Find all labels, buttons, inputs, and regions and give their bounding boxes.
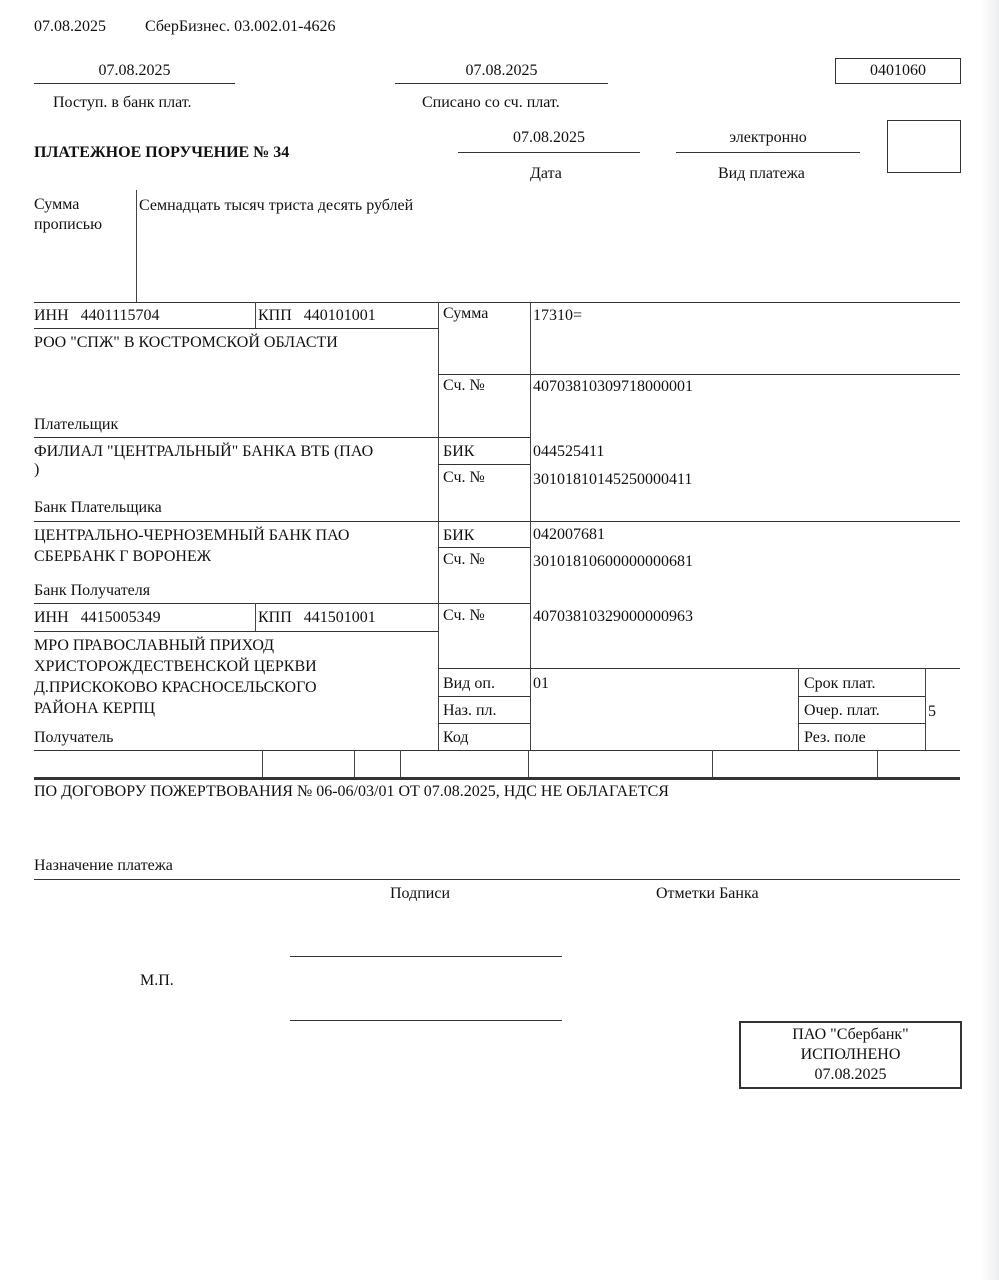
purpose-code-label: Наз. пл.	[443, 702, 497, 719]
empty-box	[887, 120, 961, 173]
purpose-text: ПО ДОГОВОРУ ПОЖЕРТВОВАНИЯ № 06-06/03/01 ОТ 07.08.2025, НДС НЕ ОБЛАГАЕТСЯ	[34, 783, 669, 800]
priority-label: Очер. плат.	[804, 702, 880, 719]
header-date: 07.08.2025	[34, 18, 106, 35]
divider	[925, 668, 926, 750]
divider	[528, 750, 529, 778]
payer-bank-label: Банк Плательщика	[34, 499, 162, 516]
divider	[34, 437, 530, 438]
divider	[34, 750, 960, 751]
payer-account: 40703810309718000001	[533, 378, 693, 395]
divider	[530, 302, 531, 750]
divider	[438, 668, 960, 669]
divider	[438, 464, 530, 465]
divider	[34, 521, 960, 522]
received-date: 07.08.2025	[98, 62, 171, 79]
payer-inn: 4401115704	[80, 307, 160, 324]
bank-marks-label: Отметки Банка	[656, 885, 759, 902]
amount-words-label: Сумма прописью	[34, 196, 103, 233]
payee-corr-account: 30101810600000000681	[533, 553, 693, 570]
form-code: 0401060	[835, 58, 961, 84]
payee-corr-label: Сч. №	[443, 551, 485, 568]
payee-account-label: Сч. №	[443, 607, 485, 624]
divider	[400, 750, 401, 778]
divider	[438, 374, 960, 375]
priority: 5	[928, 703, 936, 720]
payee-bank-name: ЦЕНТРАЛЬНО-ЧЕРНОЗЕМНЫЙ БАНК ПАО СБЕРБАНК Г ВОРОНЕЖ	[34, 527, 350, 565]
divider	[354, 750, 355, 778]
divider	[712, 750, 713, 778]
stamp-place-label: М.П.	[140, 972, 174, 989]
divider	[395, 83, 608, 84]
signatures-label: Подписи	[390, 885, 451, 902]
stamp-status: ИСПОЛНЕНО	[800, 1046, 901, 1063]
divider	[798, 696, 925, 697]
divider	[458, 152, 640, 153]
op-type-label: Вид оп.	[443, 675, 495, 692]
divider	[34, 603, 530, 604]
payer-bank-name: ФИЛИАЛ "ЦЕНТРАЛЬНЫЙ" БАНКА ВТБ (ПАО )	[34, 443, 374, 478]
amount-label: Сумма	[443, 305, 489, 322]
amount-value: 17310=	[533, 307, 583, 324]
divider	[255, 603, 256, 631]
date-label: Дата	[530, 165, 562, 182]
divider	[676, 152, 860, 153]
divider	[34, 83, 235, 84]
divider	[34, 631, 438, 632]
code-label: Код	[443, 729, 469, 746]
payee-bik-label: БИК	[443, 527, 475, 544]
payer-name: РОО "СПЖ" В КОСТРОМСКОЙ ОБЛАСТИ	[34, 334, 338, 351]
stamp-date: 07.08.2025	[814, 1066, 887, 1083]
header-system: СберБизнес. 03.002.01-4626	[145, 18, 336, 35]
payee-kpp: 441501001	[303, 609, 376, 626]
payment-type: электронно	[729, 129, 807, 146]
payee-name: МРО ПРАВОСЛАВНЫЙ ПРИХОД ХРИСТОРОЖДЕСТВЕНСКОЙ ЦЕРКВИ Д.ПРИСКОКОВО КРАСНОСЕЛЬСКОГО РАЙОНА КЕРПЦ	[34, 637, 317, 717]
debited-date: 07.08.2025	[465, 62, 538, 79]
payer-kpp-label: КПП	[258, 307, 292, 324]
document-title: ПЛАТЕЖНОЕ ПОРУЧЕНИЕ № 34	[34, 144, 290, 161]
divider	[798, 723, 925, 724]
payee-account: 40703810329000000963	[533, 608, 693, 625]
received-label: Поступ. в банк плат.	[53, 94, 192, 111]
divider	[34, 328, 438, 329]
amount-words: Семнадцать тысяч триста десять рублей	[139, 197, 414, 214]
divider	[34, 777, 960, 780]
document-date: 07.08.2025	[513, 129, 585, 146]
divider	[438, 302, 439, 750]
debited-label: Списано со сч. плат.	[422, 94, 560, 111]
purpose-label: Назначение платежа	[34, 857, 173, 874]
reserve-label: Рез. поле	[804, 729, 866, 746]
payee-bik: 042007681	[533, 526, 605, 543]
stamp-bank: ПАО "Сбербанк"	[792, 1026, 909, 1043]
divider	[438, 547, 530, 548]
payee-inn-label: ИНН	[34, 609, 69, 626]
payer-account-label: Сч. №	[443, 377, 485, 394]
divider	[255, 302, 256, 328]
divider	[34, 302, 960, 303]
payer-corr-label: Сч. №	[443, 469, 485, 486]
divider	[798, 668, 799, 750]
payer-corr-account: 30101810145250000411	[533, 471, 693, 488]
payer-label: Плательщик	[34, 416, 119, 433]
payee-inn: 4415005349	[80, 609, 161, 626]
payee-kpp-label: КПП	[258, 609, 292, 626]
due-label: Срок плат.	[804, 675, 876, 692]
divider	[34, 879, 960, 880]
signature-line	[290, 956, 562, 957]
divider	[136, 190, 137, 302]
signature-line	[290, 1020, 562, 1021]
divider	[877, 750, 878, 778]
payer-bik: 044525411	[533, 443, 605, 460]
payment-type-label: Вид платежа	[718, 165, 805, 182]
payer-bik-label: БИК	[443, 443, 475, 460]
payee-bank-label: Банк Получателя	[34, 582, 151, 599]
payer-kpp: 440101001	[303, 307, 376, 324]
divider	[438, 696, 530, 697]
divider	[262, 750, 263, 778]
payer-inn-label: ИНН	[34, 307, 69, 324]
payee-label: Получатель	[34, 729, 114, 746]
bank-stamp	[739, 1021, 962, 1089]
divider	[438, 723, 530, 724]
op-type: 01	[533, 675, 549, 692]
